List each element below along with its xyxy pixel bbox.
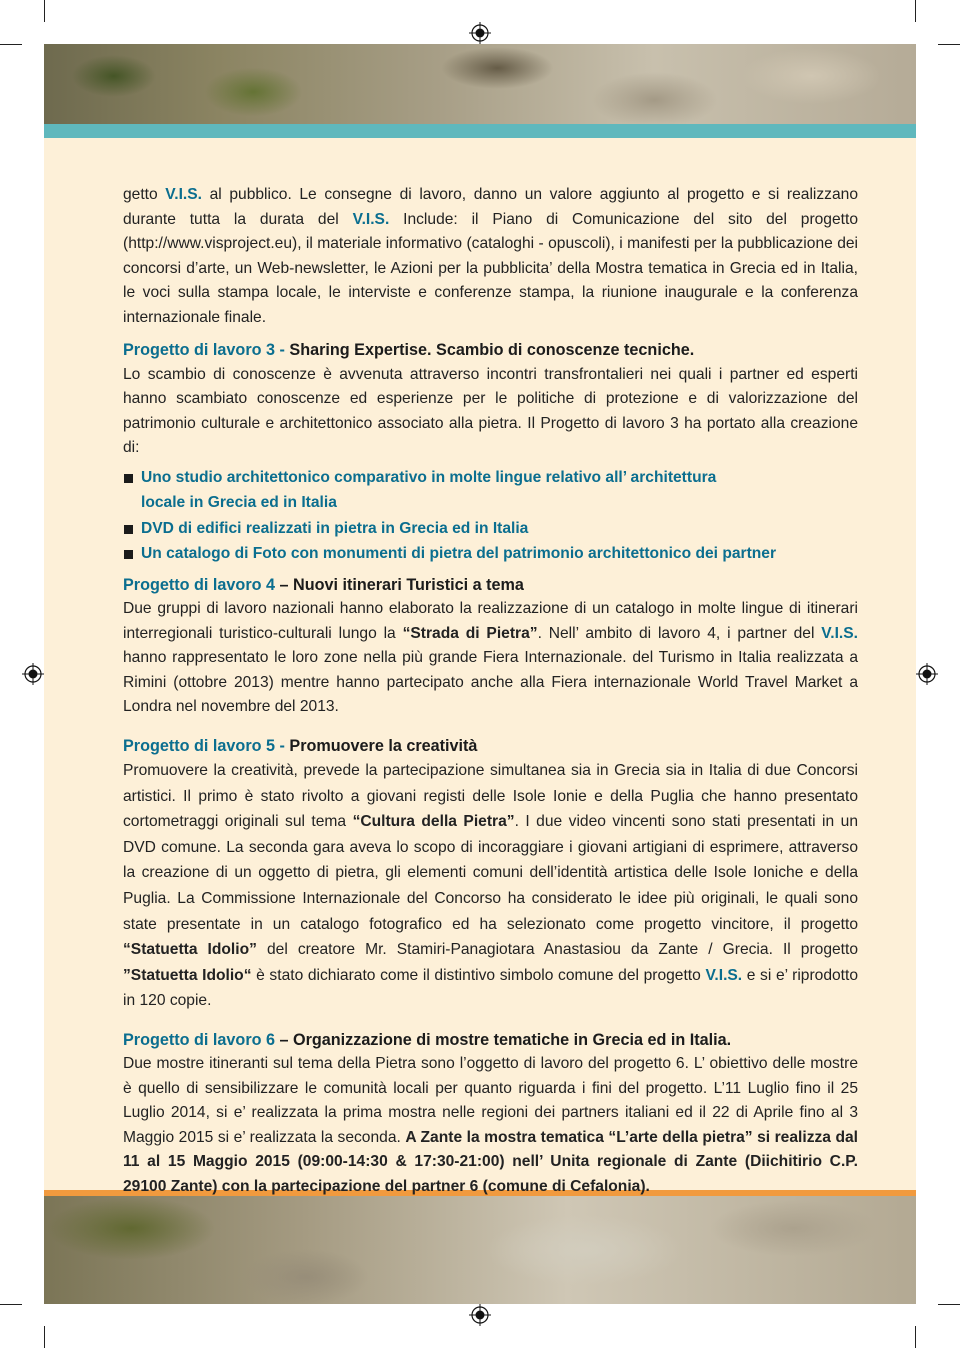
registration-mark-icon (469, 22, 491, 44)
wp4-paragraph: Due gruppi di lavoro nazionali hanno elaborato la realizzazione di un catalogo in molte lingue di itinerari interregionali turistico-culturali lungo la “Strada di Pietra”. Nell’ ambito di lavoro 4, i partner del V.I.S. hanno rappresentato le loro zone nella più grande Fiera Internazionale. del Turismo in Italia realizzata a Rimini (ottobre 2013) mentre hanno partecipato anche alla Fiera internazionale World Travel Market a Londra nel novembre del 2013. (123, 600, 858, 715)
wp6-paragraph: Due mostre itineranti sul tema della Pietra sono l’oggetto di lavoro del progetto 6. L’ obiettivo delle mostre è quello di sensibilizzare le comunità locali per quanto riguarda i fini del progetto. L’11 Luglio fino il 25 Luglio 2014, si e’ realizzata la prima mostra nelle regioni dei partners italiani ed il 22 di Aprile fino al 3 Maggio 2015 si e’ realizzata la seconda. A Zante la mostra tematica “L’arte della pietra” si realizza dal 11 al 15 Maggio 2015 (09:00-14:30 & 17:30-21:00) nell’ Unita regionale di Zante (Diichitirio C.P. 29100 Zante) con la partecipazione del partner 6 (comune di Cefalonia). (123, 1055, 858, 1195)
wp6-heading: Progetto di lavoro 6 – Organizzazione di mostre tematiche in Grecia ed in Italia. (123, 1030, 732, 1049)
crop-mark (915, 1326, 916, 1348)
crop-mark (44, 0, 45, 22)
stone-photo-footer (44, 1196, 916, 1304)
list-item: Uno studio architettonico comparativo in molte lingue relativo all’ architettura locale in Grecia ed in Italia (123, 465, 858, 516)
wp3-paragraph: Lo scambio di conoscenze è avvenuta attraverso incontri transfrontalieri nei quali i partner ed esperti hanno scambiato conoscenze ed esperienze per le politiche di protezione e di valorizzazione del patrimonio culturale e architettonico associato alla pietra. Il Progetto di lavoro 3 ha portato alla creazione di: (123, 365, 858, 456)
wp5-paragraph: Promuovere la creatività, prevede la partecipazione simultanea sia in Grecia sia in Italia di due Concorsi artistici. Il primo è stato rivolto a giovani registi delle Isole Ionie e della Puglia che hanno presentato cortometraggi originali sul tema “Cultura della Pietra”. I due video vincenti sono stati presentati in un DVD comune. La seconda gara aveva lo scopo di incoraggiare i giovani artigiani di esprimere, attraverso la creazione di un oggetto di pietra, gli elementi comuni dell’identità artistica delle Isole Ioniche e della Puglia. La Commissione Internazionale del Concorso ha considerato le idee più originali, le quali sono state presentate in un catalogo fotografico ed ha selezionato come progetto vincitore, il progetto “Statuetta Idolio” del creatore Mr. Stamiri-Panagiotara Anastasiou da Zante / Grecia. Il progetto ”Statuetta Idolio“ è stato dichiarato come il distintivo simbolo comune del progetto V.I.S. e si e’ riprodotto in 120 copie. (123, 762, 859, 1010)
square-bullet-icon (124, 525, 133, 534)
crop-mark (0, 44, 22, 45)
square-bullet-icon (124, 550, 133, 559)
crop-mark (915, 0, 916, 22)
document-body (123, 183, 858, 1199)
crop-mark (44, 1326, 45, 1348)
registration-mark-icon (22, 663, 44, 685)
registration-mark-icon (916, 663, 938, 685)
crop-mark (938, 1304, 960, 1305)
list-item: Un catalogo di Foto con monumenti di pietra del patrimonio architettonico dei partner (123, 541, 858, 567)
wp3-heading: Progetto di lavoro 3 - Sharing Expertise. Scambio di conoscenze tecniche. (123, 341, 695, 359)
list-item: DVD di edifici realizzati in pietra in Grecia ed in Italia (123, 516, 858, 542)
crop-mark (0, 1304, 22, 1305)
teal-divider (44, 124, 916, 138)
stone-photo-header (44, 44, 916, 124)
intro-paragraph: getto V.I.S. al pubblico. Le consegne di lavoro, danno un valore aggiunto al progetto e si realizzano durante tutta la durata del V.I.S. Include: il Piano di Comunicazione del sito del progetto (http://www.visproject.eu), il materiale informativo (cataloghi - opuscoli), i manifesti per la pubblicazione dei concorsi d’arte, un Web-newsletter, le Azioni per la pubblicita’ della Mostra tematica in Grecia ed in Italia, le voci sulla stampa locale, le interviste e conferenze stampa, la riunione inaugurale e la conferenza internazionale finale. (123, 186, 858, 326)
wp5-heading: Progetto di lavoro 5 - Promuovere la creatività (123, 736, 478, 755)
square-bullet-icon (124, 474, 133, 483)
registration-mark-icon (469, 1304, 491, 1326)
wp4-heading: Progetto di lavoro 4 – Nuovi itinerari Turistici a tema (123, 575, 524, 594)
crop-mark (938, 44, 960, 45)
